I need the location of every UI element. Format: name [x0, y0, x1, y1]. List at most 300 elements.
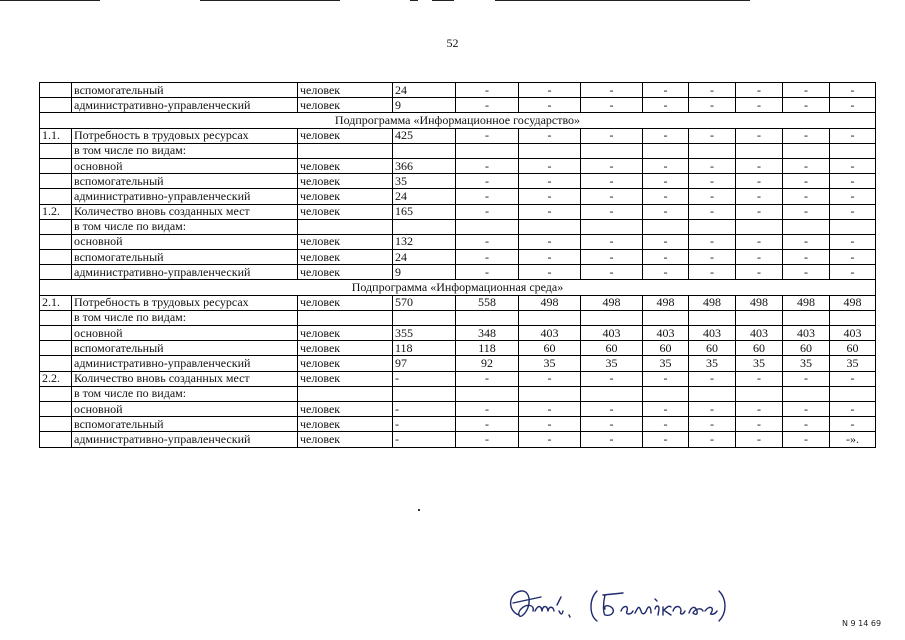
unit-cell: человек: [298, 234, 393, 249]
table-row: [40, 371, 876, 386]
table-row: [40, 204, 876, 219]
value-cell: -: [736, 371, 783, 386]
indicator-name-cell: в том числе по видам:: [72, 310, 298, 325]
value-cell: -: [783, 250, 830, 265]
value-cell: -: [456, 371, 519, 386]
value-cell: 403: [830, 326, 876, 341]
value-cell: -: [643, 204, 689, 219]
value-cell: -: [736, 250, 783, 265]
value-cell: 348: [456, 326, 519, 341]
value-cell: -: [519, 128, 581, 143]
value-cell: [830, 386, 876, 401]
value-cell: 403: [581, 326, 643, 341]
section-title: Подпрограмма «Информационная среда»: [40, 280, 876, 295]
value-cell: -: [830, 158, 876, 173]
value-cell: [519, 143, 581, 158]
indicator-name-cell: Количество вновь созданных мест: [72, 204, 298, 219]
corner-stamp-mark: N 9 14 69: [842, 619, 882, 628]
value-cell: 60: [736, 341, 783, 356]
value-cell: -: [689, 234, 736, 249]
value-cell: -: [830, 83, 876, 98]
row-number-cell: 1.2.: [40, 204, 72, 219]
value-cell: -: [736, 401, 783, 416]
row-number-cell: [40, 83, 72, 98]
value-cell: 60: [783, 341, 830, 356]
value-cell: -: [643, 401, 689, 416]
value-cell: 60: [581, 341, 643, 356]
row-number-cell: [40, 310, 72, 325]
value-cell: [456, 143, 519, 158]
value-cell: [393, 386, 456, 401]
value-cell: 24: [393, 250, 456, 265]
value-cell: 498: [783, 295, 830, 310]
value-cell: 366: [393, 158, 456, 173]
value-cell: -: [519, 189, 581, 204]
unit-cell: человек: [298, 295, 393, 310]
value-cell: [456, 386, 519, 401]
value-cell: 9: [393, 98, 456, 113]
indicator-name-cell: Потребность в трудовых ресурсах: [72, 295, 298, 310]
value-cell: -: [456, 158, 519, 173]
value-cell: 9: [393, 265, 456, 280]
value-cell: -: [581, 250, 643, 265]
value-cell: 403: [519, 326, 581, 341]
value-cell: -: [643, 128, 689, 143]
value-cell: [581, 219, 643, 234]
table-row: [40, 401, 876, 416]
row-number-cell: 2.2.: [40, 371, 72, 386]
value-cell: -: [736, 432, 783, 447]
value-cell: -: [581, 189, 643, 204]
row-number-cell: [40, 265, 72, 280]
value-cell: 35: [783, 356, 830, 371]
value-cell: -: [783, 234, 830, 249]
value-cell: -: [736, 83, 783, 98]
value-cell: -: [736, 234, 783, 249]
value-cell: 35: [689, 356, 736, 371]
table-row: [40, 219, 876, 234]
unit-cell: человек: [298, 265, 393, 280]
value-cell: -: [581, 98, 643, 113]
indicator-name-cell: в том числе по видам:: [72, 219, 298, 234]
value-cell: -: [519, 417, 581, 432]
unit-cell: человек: [298, 189, 393, 204]
unit-cell: [298, 386, 393, 401]
value-cell: -: [456, 250, 519, 265]
section-header-row: [40, 280, 876, 295]
value-cell: -: [581, 174, 643, 189]
value-cell: 35: [393, 174, 456, 189]
value-cell: -: [830, 265, 876, 280]
value-cell: -: [456, 265, 519, 280]
value-cell: 132: [393, 234, 456, 249]
value-cell: -: [581, 158, 643, 173]
value-cell: [581, 143, 643, 158]
indicator-name-cell: основной: [72, 401, 298, 416]
page-number: 52: [446, 36, 459, 50]
resources-table: [39, 82, 876, 448]
value-cell: -: [689, 250, 736, 265]
value-cell: -: [581, 128, 643, 143]
value-cell: -: [689, 401, 736, 416]
value-cell: -: [643, 371, 689, 386]
value-cell: -: [581, 401, 643, 416]
unit-cell: человек: [298, 341, 393, 356]
indicator-name-cell: основной: [72, 326, 298, 341]
value-cell: [519, 219, 581, 234]
value-cell: 60: [689, 341, 736, 356]
value-cell: -: [830, 98, 876, 113]
row-number-cell: [40, 158, 72, 173]
handwritten-signature: [505, 585, 730, 625]
section-header-row: [40, 113, 876, 128]
value-cell: -: [783, 174, 830, 189]
value-cell: -: [643, 174, 689, 189]
unit-cell: человек: [298, 250, 393, 265]
value-cell: [736, 143, 783, 158]
value-cell: 355: [393, 326, 456, 341]
value-cell: -: [643, 158, 689, 173]
value-cell: -: [783, 204, 830, 219]
value-cell: 498: [736, 295, 783, 310]
value-cell: [783, 143, 830, 158]
value-cell: -: [783, 128, 830, 143]
value-cell: [689, 386, 736, 401]
row-number-cell: [40, 250, 72, 265]
table-row: [40, 234, 876, 249]
table-row: [40, 295, 876, 310]
value-cell: [519, 386, 581, 401]
value-cell: -: [519, 371, 581, 386]
value-cell: -: [689, 83, 736, 98]
value-cell: 35: [830, 356, 876, 371]
scan-edge-line: [0, 0, 100, 1]
row-number-cell: [40, 432, 72, 447]
unit-cell: человек: [298, 356, 393, 371]
indicator-name-cell: административно-управленческий: [72, 265, 298, 280]
value-cell: -: [581, 204, 643, 219]
row-number-cell: 2.1.: [40, 295, 72, 310]
scan-speck: [418, 509, 420, 511]
value-cell: 60: [519, 341, 581, 356]
value-cell: -: [736, 204, 783, 219]
row-number-cell: [40, 386, 72, 401]
indicator-name-cell: в том числе по видам:: [72, 143, 298, 158]
value-cell: [736, 310, 783, 325]
table-row: [40, 250, 876, 265]
value-cell: -: [783, 432, 830, 447]
value-cell: -: [830, 401, 876, 416]
table-row: [40, 310, 876, 325]
value-cell: -: [783, 265, 830, 280]
value-cell: [830, 219, 876, 234]
unit-cell: человек: [298, 83, 393, 98]
table-row: [40, 341, 876, 356]
row-number-cell: [40, 143, 72, 158]
value-cell: 498: [689, 295, 736, 310]
value-cell: -: [519, 250, 581, 265]
value-cell: [456, 310, 519, 325]
value-cell: -: [581, 417, 643, 432]
indicator-name-cell: в том числе по видам:: [72, 386, 298, 401]
value-cell: -: [456, 204, 519, 219]
value-cell: -: [581, 432, 643, 447]
value-cell: [830, 310, 876, 325]
unit-cell: человек: [298, 174, 393, 189]
indicator-name-cell: административно-управленческий: [72, 356, 298, 371]
value-cell: 498: [830, 295, 876, 310]
value-cell: [643, 143, 689, 158]
value-cell: 118: [456, 341, 519, 356]
scan-edge-line: [432, 0, 454, 1]
value-cell: -: [830, 417, 876, 432]
indicator-name-cell: вспомогательный: [72, 341, 298, 356]
value-cell: -: [643, 83, 689, 98]
table-row: [40, 158, 876, 173]
value-cell: -: [519, 174, 581, 189]
row-number-cell: [40, 234, 72, 249]
row-number-cell: 1.1.: [40, 128, 72, 143]
value-cell: [581, 386, 643, 401]
table-row: [40, 356, 876, 371]
value-cell: 498: [643, 295, 689, 310]
unit-cell: человек: [298, 371, 393, 386]
value-cell: -: [783, 158, 830, 173]
value-cell: [783, 310, 830, 325]
value-cell: -: [393, 401, 456, 416]
value-cell: -: [689, 128, 736, 143]
scan-edge-line: [200, 0, 340, 1]
value-cell: 97: [393, 356, 456, 371]
indicator-name-cell: вспомогательный: [72, 174, 298, 189]
value-cell: -: [456, 417, 519, 432]
unit-cell: человек: [298, 158, 393, 173]
value-cell: -: [643, 234, 689, 249]
value-cell: -: [393, 417, 456, 432]
value-cell: -: [830, 204, 876, 219]
unit-cell: человек: [298, 326, 393, 341]
row-number-cell: [40, 341, 72, 356]
value-cell: [643, 310, 689, 325]
unit-cell: человек: [298, 401, 393, 416]
value-cell: -: [456, 432, 519, 447]
value-cell: 60: [830, 341, 876, 356]
value-cell: -: [689, 432, 736, 447]
value-cell: -: [783, 401, 830, 416]
table-row: [40, 417, 876, 432]
value-cell: -: [456, 189, 519, 204]
value-cell: [643, 219, 689, 234]
value-cell: -: [519, 83, 581, 98]
table-row: [40, 128, 876, 143]
table-row: [40, 143, 876, 158]
row-number-cell: [40, 174, 72, 189]
value-cell: 165: [393, 204, 456, 219]
value-cell: [736, 219, 783, 234]
value-cell: -: [830, 234, 876, 249]
value-cell: -: [830, 371, 876, 386]
value-cell: -: [456, 98, 519, 113]
value-cell: -: [643, 265, 689, 280]
value-cell: 35: [643, 356, 689, 371]
value-cell: -: [519, 265, 581, 280]
value-cell: -: [643, 189, 689, 204]
value-cell: 403: [736, 326, 783, 341]
row-number-cell: [40, 189, 72, 204]
value-cell: [783, 386, 830, 401]
value-cell: -: [456, 128, 519, 143]
value-cell: -: [581, 265, 643, 280]
indicator-name-cell: вспомогательный: [72, 83, 298, 98]
value-cell: -: [456, 401, 519, 416]
value-cell: [581, 310, 643, 325]
value-cell: [643, 386, 689, 401]
value-cell: -: [456, 174, 519, 189]
value-cell: 35: [736, 356, 783, 371]
value-cell: [393, 143, 456, 158]
value-cell: -: [783, 83, 830, 98]
unit-cell: человек: [298, 432, 393, 447]
value-cell: -: [393, 371, 456, 386]
value-cell: 403: [643, 326, 689, 341]
value-cell: -: [456, 234, 519, 249]
indicator-name-cell: Потребность в трудовых ресурсах: [72, 128, 298, 143]
value-cell: -: [830, 174, 876, 189]
value-cell: -: [689, 265, 736, 280]
table-row: [40, 189, 876, 204]
value-cell: 403: [689, 326, 736, 341]
value-cell: -: [736, 174, 783, 189]
unit-cell: человек: [298, 417, 393, 432]
value-cell: 558: [456, 295, 519, 310]
value-cell: 498: [581, 295, 643, 310]
value-cell: -: [581, 83, 643, 98]
value-cell: 403: [783, 326, 830, 341]
indicator-name-cell: основной: [72, 158, 298, 173]
value-cell: -: [581, 234, 643, 249]
unit-cell: человек: [298, 128, 393, 143]
value-cell: -: [830, 128, 876, 143]
indicator-name-cell: вспомогательный: [72, 417, 298, 432]
indicator-name-cell: административно-управленческий: [72, 189, 298, 204]
value-cell: -: [519, 204, 581, 219]
value-cell: -: [830, 189, 876, 204]
table-row: [40, 174, 876, 189]
value-cell: [736, 386, 783, 401]
indicator-name-cell: Количество вновь созданных мест: [72, 371, 298, 386]
value-cell: -: [643, 250, 689, 265]
row-number-cell: [40, 98, 72, 113]
table-row: [40, 98, 876, 113]
value-cell: -: [643, 432, 689, 447]
row-number-cell: [40, 356, 72, 371]
section-title: Подпрограмма «Информационное государство»: [40, 113, 876, 128]
indicator-name-cell: вспомогательный: [72, 250, 298, 265]
value-cell: -: [519, 432, 581, 447]
unit-cell: [298, 310, 393, 325]
value-cell: -: [736, 417, 783, 432]
value-cell: -: [689, 417, 736, 432]
table-body: [40, 83, 876, 448]
value-cell: 35: [581, 356, 643, 371]
value-cell: -: [783, 417, 830, 432]
row-number-cell: [40, 219, 72, 234]
unit-cell: человек: [298, 204, 393, 219]
value-cell: -: [643, 98, 689, 113]
value-cell: [519, 310, 581, 325]
table-row: [40, 83, 876, 98]
unit-cell: [298, 219, 393, 234]
value-cell: 118: [393, 341, 456, 356]
value-cell: -: [689, 371, 736, 386]
scan-edge-line: [410, 0, 418, 1]
value-cell: [393, 219, 456, 234]
value-cell: -: [581, 371, 643, 386]
value-cell: -: [689, 158, 736, 173]
value-cell: -: [830, 250, 876, 265]
value-cell: -: [783, 189, 830, 204]
unit-cell: человек: [298, 98, 393, 113]
value-cell: -: [519, 401, 581, 416]
value-cell: [689, 219, 736, 234]
indicator-name-cell: административно-управленческий: [72, 432, 298, 447]
row-number-cell: [40, 326, 72, 341]
table-row: [40, 326, 876, 341]
indicator-name-cell: основной: [72, 234, 298, 249]
value-cell: -: [519, 234, 581, 249]
value-cell: -: [736, 98, 783, 113]
value-cell: [689, 310, 736, 325]
value-cell: [783, 219, 830, 234]
unit-cell: [298, 143, 393, 158]
value-cell: [689, 143, 736, 158]
value-cell: -: [393, 432, 456, 447]
table-row: [40, 386, 876, 401]
row-number-cell: [40, 417, 72, 432]
row-number-cell: [40, 401, 72, 416]
value-cell: 92: [456, 356, 519, 371]
value-cell: 498: [519, 295, 581, 310]
value-cell: -: [783, 98, 830, 113]
value-cell: 425: [393, 128, 456, 143]
value-cell: -: [689, 204, 736, 219]
value-cell: -».: [830, 432, 876, 447]
value-cell: -: [736, 128, 783, 143]
value-cell: -: [456, 83, 519, 98]
indicator-name-cell: административно-управленческий: [72, 98, 298, 113]
value-cell: [456, 219, 519, 234]
value-cell: -: [783, 371, 830, 386]
value-cell: 60: [643, 341, 689, 356]
value-cell: -: [736, 189, 783, 204]
value-cell: 24: [393, 189, 456, 204]
value-cell: [830, 143, 876, 158]
value-cell: -: [689, 174, 736, 189]
value-cell: -: [643, 417, 689, 432]
value-cell: 35: [519, 356, 581, 371]
value-cell: -: [519, 158, 581, 173]
value-cell: -: [689, 189, 736, 204]
table-row: [40, 432, 876, 447]
value-cell: -: [519, 98, 581, 113]
value-cell: -: [736, 265, 783, 280]
value-cell: 570: [393, 295, 456, 310]
value-cell: [393, 310, 456, 325]
value-cell: -: [736, 158, 783, 173]
table-row: [40, 265, 876, 280]
scan-edge-line: [495, 0, 750, 1]
value-cell: -: [689, 98, 736, 113]
